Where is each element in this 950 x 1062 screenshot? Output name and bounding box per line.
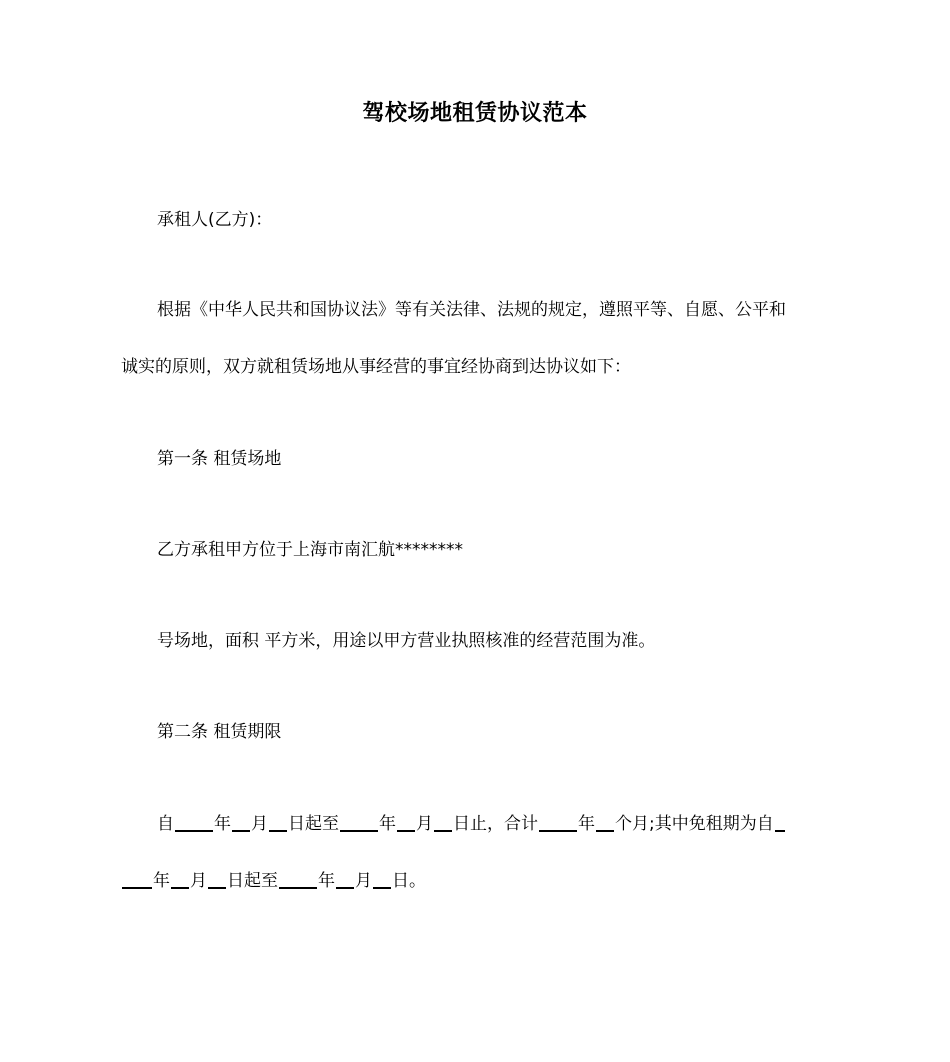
term-text: 月	[251, 814, 268, 834]
article-1-text-1: 乙方承租甲方位于上海市南汇航********	[157, 540, 463, 560]
term-line-2	[121, 868, 426, 894]
blank-field	[232, 812, 250, 832]
term-text: 年	[214, 814, 231, 834]
term-text: 月	[355, 871, 372, 891]
term-text: 个月;其中免租期为自	[615, 814, 774, 834]
article-2-heading: 第二条 租赁期限	[157, 722, 282, 742]
term-text: 日。	[392, 871, 426, 891]
blank-field	[336, 869, 354, 889]
blank-field	[340, 812, 378, 832]
term-text: 年	[318, 871, 335, 891]
article-1-text-2: 号场地，面积 平方米，用途以甲方营业执照核准的经营范围为准。	[157, 631, 656, 651]
blank-field	[373, 869, 391, 889]
term-text: 日止，合计	[453, 814, 538, 834]
preamble-line-1: 根据《中华人民共和国协议法》等有关法律、法规的规定，遵照平等、自愿、公平和	[157, 300, 786, 320]
term-line-1	[157, 811, 786, 837]
preamble-line-2: 诚实的原则，双方就租赁场地从事经营的事宜经协商到达协议如下：	[121, 357, 631, 377]
term-text: 年	[153, 871, 170, 891]
blank-field	[539, 812, 577, 832]
term-text: 月	[190, 871, 207, 891]
document-title: 驾校场地租赁协议范本	[362, 101, 588, 126]
blank-field	[171, 869, 189, 889]
term-text: 日起至	[288, 814, 339, 834]
blank-field	[397, 812, 415, 832]
blank-field	[175, 812, 213, 832]
term-text: 自	[157, 814, 174, 834]
lessee-line: 承租人(乙方)：	[157, 210, 273, 230]
blank-field	[279, 869, 317, 889]
term-text: 年	[578, 814, 595, 834]
term-text: 年	[379, 814, 396, 834]
term-text: 月	[416, 814, 433, 834]
blank-field	[596, 812, 614, 832]
blank-field	[122, 869, 152, 889]
article-1-heading: 第一条 租赁场地	[157, 449, 282, 469]
blank-field	[269, 812, 287, 832]
blank-field	[434, 812, 452, 832]
blank-field	[775, 812, 785, 832]
blank-field	[208, 869, 226, 889]
term-text: 日起至	[227, 871, 278, 891]
